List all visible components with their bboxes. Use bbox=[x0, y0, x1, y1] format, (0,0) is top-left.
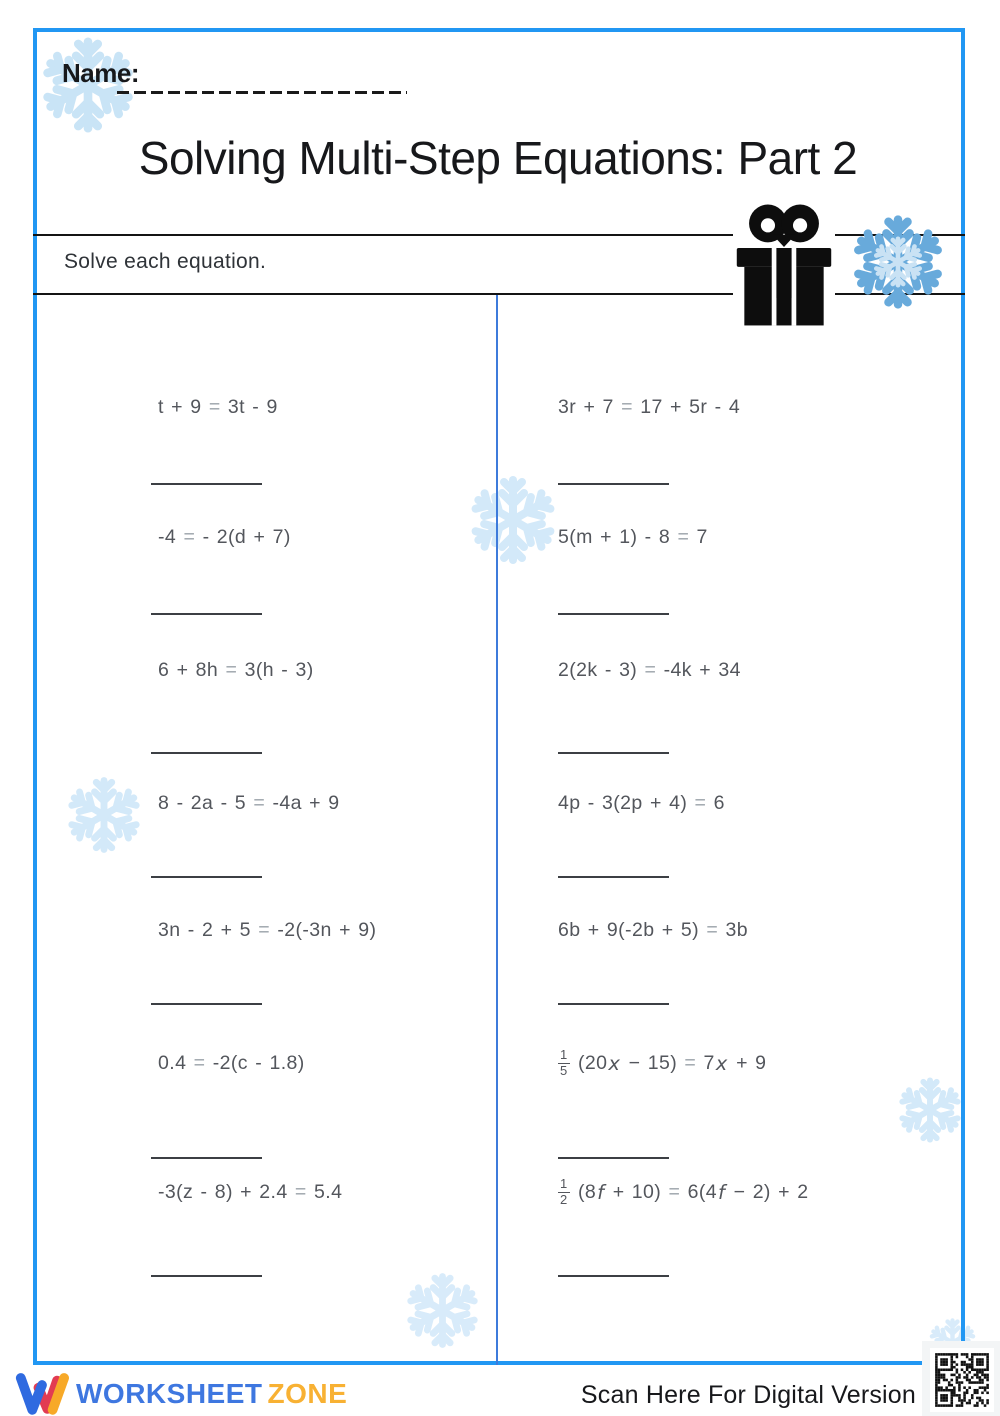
answer-line bbox=[151, 1275, 262, 1277]
equation-text: 2(2k - 3) = -4k + 34 bbox=[558, 658, 741, 681]
scan-here-text: Scan Here For Digital Version bbox=[580, 1381, 916, 1409]
answer-line bbox=[558, 1275, 669, 1277]
answer-line bbox=[151, 613, 262, 615]
answer-line bbox=[558, 483, 669, 485]
equation-text: 0.4 = -2(c - 1.8) bbox=[158, 1051, 305, 1074]
equation-text: -4 = - 2(d + 7) bbox=[158, 525, 291, 548]
snowflake-icon bbox=[845, 209, 951, 315]
qr-code bbox=[922, 1341, 1000, 1416]
equation-text: 3r + 7 = 17 + 5r - 4 bbox=[558, 395, 741, 418]
equation-text: -3(z - 8) + 2.4 = 5.4 bbox=[158, 1180, 343, 1203]
answer-line bbox=[151, 752, 262, 754]
name-field bbox=[62, 58, 139, 89]
brand-text bbox=[76, 1378, 347, 1410]
equation-text: 4p - 3(2p + 4) = 6 bbox=[558, 791, 725, 814]
equation-text: $\frac{1}{2}$ (8 f + 10) = 6(4 f − 2) + 2 bbox=[560, 1175, 809, 1207]
equation-text: 6b + 9(-2b + 5) = 3b bbox=[558, 918, 748, 941]
equation-text: t + 9 = 3t - 9 bbox=[158, 395, 278, 418]
equation-text: 5(m + 1) - 8 = 7 bbox=[558, 525, 708, 548]
answer-line bbox=[151, 1003, 262, 1005]
brand-worksheet: WORKSHEET bbox=[76, 1378, 263, 1409]
equation-text: 3n - 2 + 5 = -2(-3n + 9) bbox=[158, 918, 377, 941]
page-title: Solving Multi-Step Equations: Part 2 bbox=[138, 132, 858, 184]
column-divider bbox=[496, 295, 498, 1365]
answer-line bbox=[558, 613, 669, 615]
answer-line bbox=[558, 876, 669, 878]
equation-text: 6 + 8h = 3(h - 3) bbox=[158, 658, 314, 681]
worksheetzone-logo bbox=[12, 1370, 72, 1416]
brand-zone: ZONE bbox=[267, 1378, 348, 1409]
name-blank-line bbox=[117, 91, 407, 94]
instruction-text: Solve each equation. bbox=[64, 250, 267, 273]
equation-text: 8 - 2a - 5 = -4a + 9 bbox=[158, 791, 340, 814]
answer-line bbox=[151, 1157, 262, 1159]
answer-line bbox=[558, 752, 669, 754]
equation-text: $\frac{1}{5}$ (20 x − 15) = 7 x + 9 bbox=[560, 1046, 767, 1078]
answer-line bbox=[151, 876, 262, 878]
name-label: Name: bbox=[62, 58, 139, 88]
answer-line bbox=[151, 483, 262, 485]
answer-line bbox=[558, 1003, 669, 1005]
gift-icon bbox=[733, 198, 835, 332]
answer-line bbox=[558, 1157, 669, 1159]
